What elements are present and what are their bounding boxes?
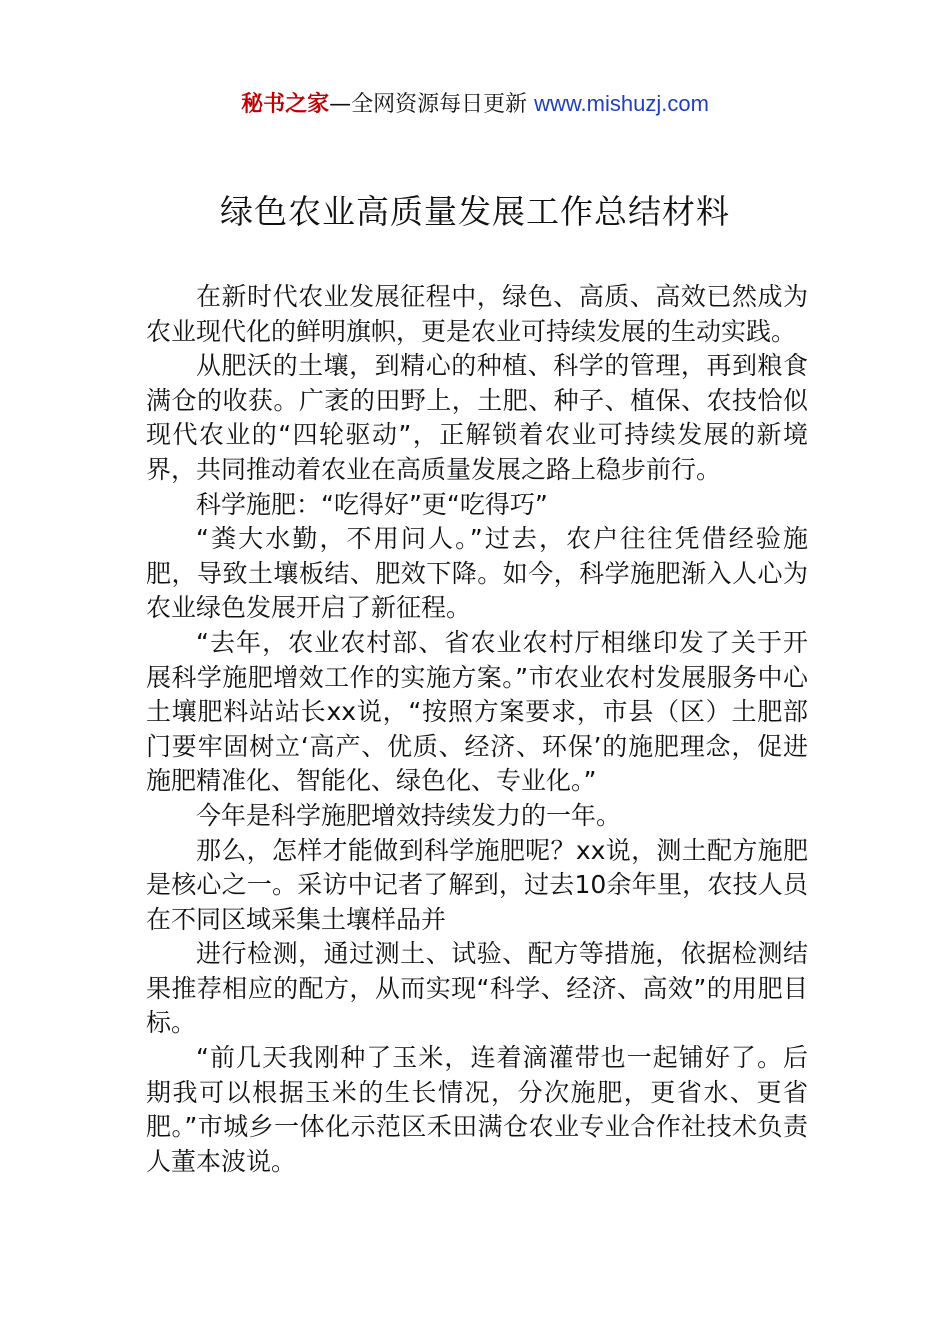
paragraph-intro: 在新时代农业发展征程中，绿色、高质、高效已然成为农业现代化的鲜明旗帜，更是农业可持续发展的生动实践。 [146, 282, 808, 346]
document-title: 绿色农业高质量发展工作总结材料 [220, 192, 730, 231]
paragraph-soil-testing: 那么，怎样才能做到科学施肥呢？xx说，测土配方施肥是核心之一。采访中记者了解到，过去10余年里，农技人员在不同区域采集土壤样品并 [146, 835, 808, 934]
paragraph-testing-goals: 进行检测，通过测土、试验、配方等措施，依据检测结果推荐相应的配方，从而实现“科学、经济、高效”的用肥目标。 [146, 939, 808, 1038]
document-body [146, 280, 808, 1179]
section-heading-scientific-fertilization: 科学施肥：“吃得好”更“吃得巧” [196, 489, 548, 519]
site-header [0, 88, 950, 121]
paragraph-farmer-quote: “前几天我刚种了玉米，连着滴灌带也一起铺好了。后期我可以根据玉米的生长情况，分次施肥，更省水、更省肥。”市城乡一体化示范区禾田满仓农业专业合作社技术负责人董本波说。 [146, 1043, 808, 1176]
paragraph-this-year: 今年是科学施肥增效持续发力的一年。 [196, 800, 622, 830]
paragraph-implementation-plan: “去年，农业农村部、省农业农村厅相继印发了关于开展科学施肥增效工作的实施方案。”市农业农村发展服务中心土壤肥料站站长xx说，“按照方案要求，市县（区）土肥部门要牢固树立‘高产、优质、经济、环保’的施肥理念，促进施肥精准化、智能化、绿色化、专业化。” [146, 627, 808, 796]
paragraph-traditional-fertilizing: “粪大水勤，不用问人。”过去，农户往往凭借经验施肥，导致土壤板结、肥效下降。如今，科学施肥渐入人心为农业绿色发展开启了新征程。 [146, 524, 808, 623]
site-url-link[interactable]: www.mishuzj.com [534, 91, 709, 116]
site-tagline: —全网资源每日更新 [329, 92, 535, 117]
site-brand: 秘书之家 [241, 92, 330, 117]
paragraph-four-wheel-drive: 从肥沃的土壤，到精心的种植、科学的管理，再到粮食满仓的收获。广袤的田野上，土肥、种子、植保、农技恰似现代农业的“四轮驱动”，正解锁着农业可持续发展的新境界，共同推动着农业在高质量发展之路上稳步前行。 [146, 351, 808, 484]
